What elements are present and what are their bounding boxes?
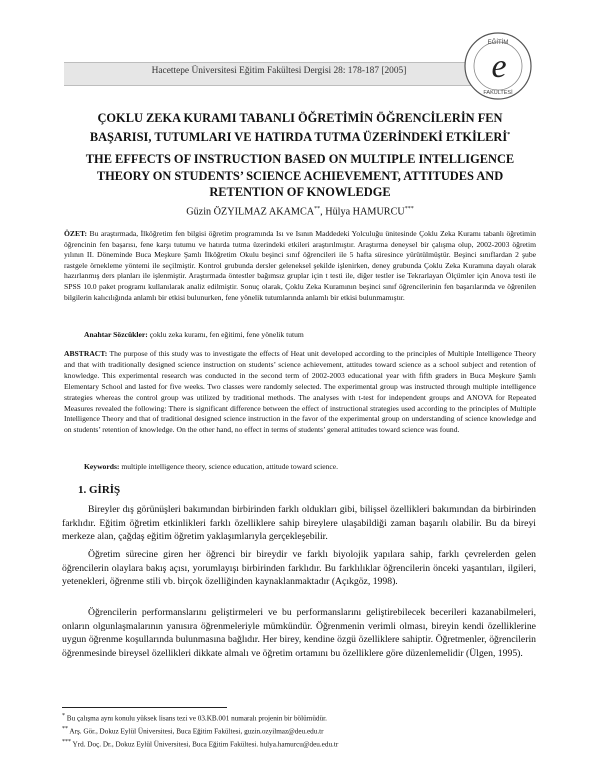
section-heading: 1. GİRİŞ [78, 484, 121, 496]
author-footnote-mark: ** [314, 206, 321, 212]
keywords-turkish-text: çoklu zeka kuramı, fen eğitimi, fene yönelik tutum [147, 330, 304, 339]
keywords-english [84, 462, 536, 473]
title-turkish-text: ÇOKLU ZEKA KURAMI TABANLI ÖĞRETİMİN ÖĞRENCİLERİN FEN BAŞARISI, TUTUMLARI VE HATIRDA TUTMA ÜZERİNDEKİ ETKİLERİ [89, 111, 508, 144]
footnote-divider [62, 707, 227, 708]
journal-header-text: Hacettepe Üniversitesi Eğitim Fakültesi Dergisi 28: 178-187 [2005] [151, 66, 407, 76]
keywords-turkish [84, 330, 536, 341]
footnote [62, 724, 536, 737]
logo-letter: e [491, 48, 507, 85]
abstract-english [64, 349, 536, 436]
footnote-mark: ** [62, 725, 68, 732]
footnote [62, 737, 536, 750]
footnotes [62, 711, 536, 750]
author-separator: , [320, 206, 326, 218]
title-footnote-mark: * [507, 131, 511, 138]
abstract-turkish-label: ÖZET: [64, 229, 88, 238]
abstract-turkish [64, 229, 536, 303]
keywords-english-label: Keywords: [84, 462, 120, 471]
author-name: Güzin ÖZYILMAZ AKAMCA [186, 206, 315, 218]
footnote [62, 711, 536, 724]
title-english: THE EFFECTS OF INSTRUCTION BASED ON MULTIPLE INTELLIGENCE THEORY ON STUDENTS’ SCIENCE ACHIEVEMENT, ATTITUDES AND RETENTION OF KNOWLEDGE [85, 152, 515, 199]
title-turkish [70, 110, 530, 145]
footnote-text: Bu çalışma aynı konulu yüksek lisans tezi ve 03.KB.001 numaralı projenin bir bölümüdür. [65, 714, 327, 723]
body-paragraph: Öğrencilerin performanslarını geliştirmeleri ve bu performanslarını geliştirebilecek becerileri kazanabilmeleri, onların olgunlaşmalarının yanısıra öğrenmeleriyle mümkündür. Öğrenmenin verimli olması, bireyin kendi özelliklerine uygun öğrenme koşullarında bulunmasına bağlıdır. Her birey, kendine özgü özelliklere sahiptir. Öğretmenler, öğrencilerin öğrenmesinde bireysel özellikleri dikkate almalı ve öğretim ortamını bu özelliklere göre düzenlemelidir (Ülgen, 1995). [62, 607, 536, 659]
body-paragraph: Bireyler dış görünüşleri bakımından birbirinden farklı oldukları gibi, bilişsel özellikleri bakımından da birbirinden farklıdır. Eğitim öğretim etkinlikleri farklı özelliklere sahip bireylere ulaşabildiği zaman başarılı olabilir. Bu da bireyi merkeze alan, çağdaş eğitim öğretim yaklaşımlarıyla gerçekleşebilir. [62, 504, 536, 543]
logo-text-top: EĞİTİM [487, 40, 509, 46]
authors-line [60, 206, 540, 217]
footnote-text: Arş. Gör., Dokuz Eylül Üniversitesi, Buca Eğitim Fakültesi, guzin.ozyilmaz@deu.edu.tr [68, 727, 324, 736]
logo-text-bottom: FAKÜLTESİ [483, 90, 513, 96]
author-name: Hülya HAMURCU [325, 206, 405, 218]
abstract-turkish-text: Bu araştırmada, İlköğretim fen bilgisi öğretim programında Isı ve Isının Maddedeki Yolculuğu ünitesinde Çoklu Zeka Kuramı tabanlı öğretimin öğrencinin fen başarısı, fene karşı tutumu ve hatırda tutma üzerindeki etkileri araştırılmıştır. Araştırma deneysel bir çalışma olup, 2002-2003 öğretim yılının II. Döneminde Buca Meşkure Şamlı İlköğretim Okulu beşinci sınıf öğrencileri ile 5 hafta süresince yürütülmüştür. Beşinci sınıflardan 2 şube rastgele örnekleme yöntemi ile seçilmiştir. Kontrol grubunda dersler geleneksel şekilde işlenirken, deney grubunda Çoklu Zeka Kuramına dayalı olarak hazırlanmış ders planları ile işlenmiştir. Araştırmada öntestler bağımsız gruplar için t testi ile, diğer testler ise Tekrarlayan Ölçümler için Anova testi ile SPSS 10.0 paket programı kullanılarak analiz edilmiştir. Sonuç olarak, Çoklu Zeka Kuramının beşinci sınıf öğrencilerinin fen başarılarında ve öğrenilen bilgilerin kalıcılığında anlamlı bir etkisi bulunurken, fene yönelik tutumlarında anlamlı bir etkisi bulunmamıştır. [64, 229, 536, 302]
journal-header-band [64, 62, 494, 86]
footnote-text: Yrd. Doç. Dr., Dokuz Eylül Üniversitesi, Buca Eğitim Fakültesi. hulya.hamurcu@deu.edu.tr [71, 740, 339, 749]
abstract-english-label: ABSTRACT: [64, 349, 108, 358]
keywords-english-text: multiple intelligence theory, science education, attitude toward science. [119, 462, 339, 471]
faculty-logo-icon [462, 30, 534, 102]
body-paragraph: Öğretim sürecine giren her öğrenci bir bireydir ve farklı biyolojik yapılara sahip, farklı çevrelerden gelen öğrencilerin olaylara bakış açısı, yorumlayışı birbirinden farklıdır. Bu farklılıklar öğrencilerin önceki yaşantıları, ilgileri, yetenekleri, öğrenme stili vb. birçok özelliğinden kaynaklanmaktadır (Açıkgöz, 1998). [62, 549, 536, 588]
footnote-mark: *** [62, 738, 71, 745]
footnote-mark: * [62, 713, 65, 719]
author-footnote-mark: *** [404, 206, 414, 212]
abstract-english-text: The purpose of this study was to investigate the effects of Heat unit developed according to the principles of Multiple Intelligence Theory and that with traditionally designed science instruction on students’ science achievement, attitudes toward science as a school subject and retention of knowledge. This experimental research was conducted in the second term of 2002-2003 educational year with fifth graders in Buca Meşkure Şamlı Elementary School and lasted for five weeks. Two classes were randomly selected. The experimental group was instructed through multiple intelligence strategies whereas the control group was utilized by traditional methods. The analyses with t-test for independent groups and ANOVA for Repeated Measures revealed the following: There is significant difference between the effect of instructional strategies used according to the principles of Multiple Intelligence Theory and that of traditional designed science instruction in the favor of the experimental group on understanding of science knowledge and on students’ retention of knowledge. On the other hand, no effect in terms of students’ general attitudes toward science was found. [64, 349, 536, 435]
keywords-turkish-label: Anahtar Sözcükler: [84, 330, 148, 339]
